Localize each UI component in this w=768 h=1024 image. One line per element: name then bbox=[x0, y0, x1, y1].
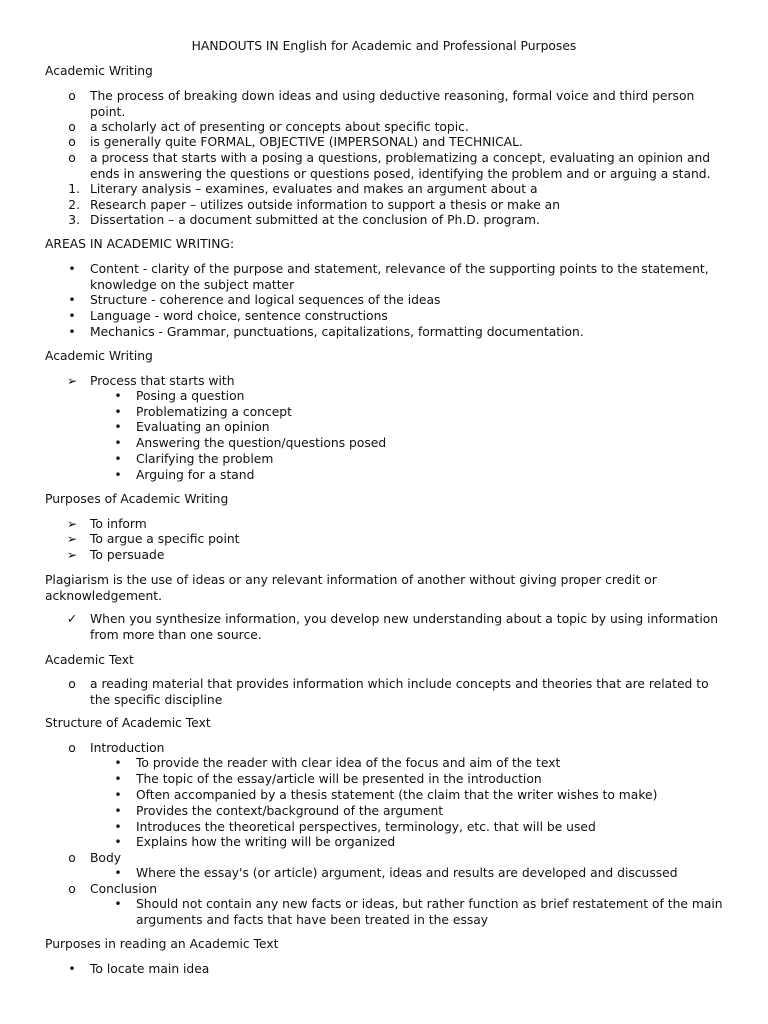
list-item: Language - word choice, sentence constructions bbox=[90, 309, 388, 323]
sub-list-item: Should not contain any new facts or ideas, but rather function as brief restatement of the main arguments and facts that have been treated in the essay bbox=[136, 897, 723, 927]
list-item-conclusion: Conclusion bbox=[90, 882, 158, 896]
sub-list-item: Where the essay's (or article) argument, ideas and results are developed and discussed bbox=[136, 866, 678, 880]
list-number: 3. bbox=[68, 213, 80, 227]
list-item-introduction: Introduction bbox=[90, 741, 165, 755]
sub-list-item: Explains how the writing will be organized bbox=[136, 835, 396, 849]
list-item: To locate main idea bbox=[90, 962, 210, 976]
circle-marker: o bbox=[68, 741, 76, 755]
bullet-marker: • bbox=[114, 835, 122, 849]
section-heading-areas: AREAS IN ACADEMIC WRITING: bbox=[45, 237, 235, 251]
bullet-marker: • bbox=[114, 468, 122, 482]
circle-marker: o bbox=[68, 135, 76, 149]
arrow-marker: ➢ bbox=[66, 548, 78, 562]
bullet-marker: • bbox=[114, 420, 122, 434]
sub-list-item: Clarifying the problem bbox=[136, 452, 274, 466]
bullet-marker: • bbox=[68, 293, 76, 307]
list-number: 1. bbox=[68, 182, 80, 196]
list-item: is generally quite FORMAL, OBJECTIVE (IMPERSONAL) and TECHNICAL. bbox=[90, 135, 523, 149]
section-heading-structure: Structure of Academic Text bbox=[45, 716, 211, 730]
list-number: 2. bbox=[68, 198, 80, 212]
document-title: HANDOUTS IN English for Academic and Professional Purposes bbox=[191, 39, 577, 53]
list-item: Mechanics - Grammar, punctuations, capitalizations, formatting documentation. bbox=[90, 325, 584, 339]
sub-list-item: Posing a question bbox=[136, 389, 245, 403]
bullet-marker: • bbox=[114, 897, 122, 911]
numbered-item: Research paper – utilizes outside information to support a thesis or make an bbox=[90, 198, 560, 212]
section-heading-academic-text: Academic Text bbox=[45, 653, 134, 667]
numbered-item: Literary analysis – examines, evaluates and makes an argument about a bbox=[90, 182, 538, 196]
bullet-marker: • bbox=[114, 804, 122, 818]
circle-marker: o bbox=[68, 120, 76, 134]
bullet-marker: • bbox=[114, 405, 122, 419]
sub-list-item: Problematizing a concept bbox=[136, 405, 292, 419]
list-item: When you synthesize information, you develop new understanding about a topic by using information from more than one source. bbox=[90, 612, 719, 642]
sub-list-item: Provides the context/background of the argument bbox=[136, 804, 444, 818]
sub-list-item: Arguing for a stand bbox=[136, 468, 255, 482]
circle-marker: o bbox=[68, 882, 76, 896]
section-heading-academic-writing-2: Academic Writing bbox=[45, 349, 153, 363]
section-heading-purposes: Purposes of Academic Writing bbox=[45, 492, 229, 506]
list-item: a scholarly act of presenting or concepts about specific topic. bbox=[90, 120, 469, 134]
bullet-marker: • bbox=[68, 309, 76, 323]
circle-marker: o bbox=[68, 151, 76, 165]
check-marker: ✓ bbox=[66, 612, 78, 626]
circle-marker: o bbox=[68, 89, 76, 103]
bullet-marker: • bbox=[114, 436, 122, 450]
circle-marker: o bbox=[68, 851, 76, 865]
sub-list-item: Evaluating an opinion bbox=[136, 420, 270, 434]
list-item: a reading material that provides information which include concepts and theories that are related to the specific discipline bbox=[90, 677, 709, 707]
arrow-marker: ➢ bbox=[66, 517, 78, 531]
numbered-item: Dissertation – a document submitted at the conclusion of Ph.D. program. bbox=[90, 213, 540, 227]
bullet-marker: • bbox=[114, 788, 122, 802]
sub-list-item: The topic of the essay/article will be presented in the introduction bbox=[136, 772, 542, 786]
list-item: To inform bbox=[90, 517, 147, 531]
circle-marker: o bbox=[68, 677, 76, 691]
list-item: The process of breaking down ideas and using deductive reasoning, formal voice and third person point. bbox=[90, 89, 695, 119]
bullet-marker: • bbox=[114, 866, 122, 880]
list-item: To persuade bbox=[90, 548, 165, 562]
list-item: Structure - coherence and logical sequences of the ideas bbox=[90, 293, 441, 307]
bullet-marker: • bbox=[114, 452, 122, 466]
list-item: Process that starts with bbox=[90, 374, 235, 388]
bullet-marker: • bbox=[114, 772, 122, 786]
section-heading-academic-writing: Academic Writing bbox=[45, 64, 153, 78]
bullet-marker: • bbox=[114, 756, 122, 770]
section-heading-reading-purposes: Purposes in reading an Academic Text bbox=[45, 937, 279, 951]
list-item: Content - clarity of the purpose and statement, relevance of the supporting points to the statement, knowledge on the subject matter bbox=[90, 262, 709, 292]
sub-list-item: Often accompanied by a thesis statement (the claim that the writer wishes to make) bbox=[136, 788, 658, 802]
sub-list-item: Introduces the theoretical perspectives, terminology, etc. that will be used bbox=[136, 820, 596, 834]
plagiarism-paragraph: Plagiarism is the use of ideas or any relevant information of another without giving proper credit or acknowledgement. bbox=[45, 573, 657, 603]
list-item: a process that starts with a posing a questions, problematizing a concept, evaluating an opinion and ends in answering the questions or questions posed, identifying the problem and or arguing a stand. bbox=[90, 151, 711, 181]
bullet-marker: • bbox=[68, 262, 76, 276]
bullet-marker: • bbox=[68, 962, 76, 976]
list-item: To argue a specific point bbox=[90, 532, 240, 546]
list-item-body: Body bbox=[90, 851, 122, 865]
arrow-marker: ➢ bbox=[66, 374, 78, 388]
bullet-marker: • bbox=[68, 325, 76, 339]
arrow-marker: ➢ bbox=[66, 532, 78, 546]
sub-list-item: Answering the question/questions posed bbox=[136, 436, 387, 450]
sub-list-item: To provide the reader with clear idea of the focus and aim of the text bbox=[136, 756, 561, 770]
bullet-marker: • bbox=[114, 389, 122, 403]
bullet-marker: • bbox=[114, 820, 122, 834]
